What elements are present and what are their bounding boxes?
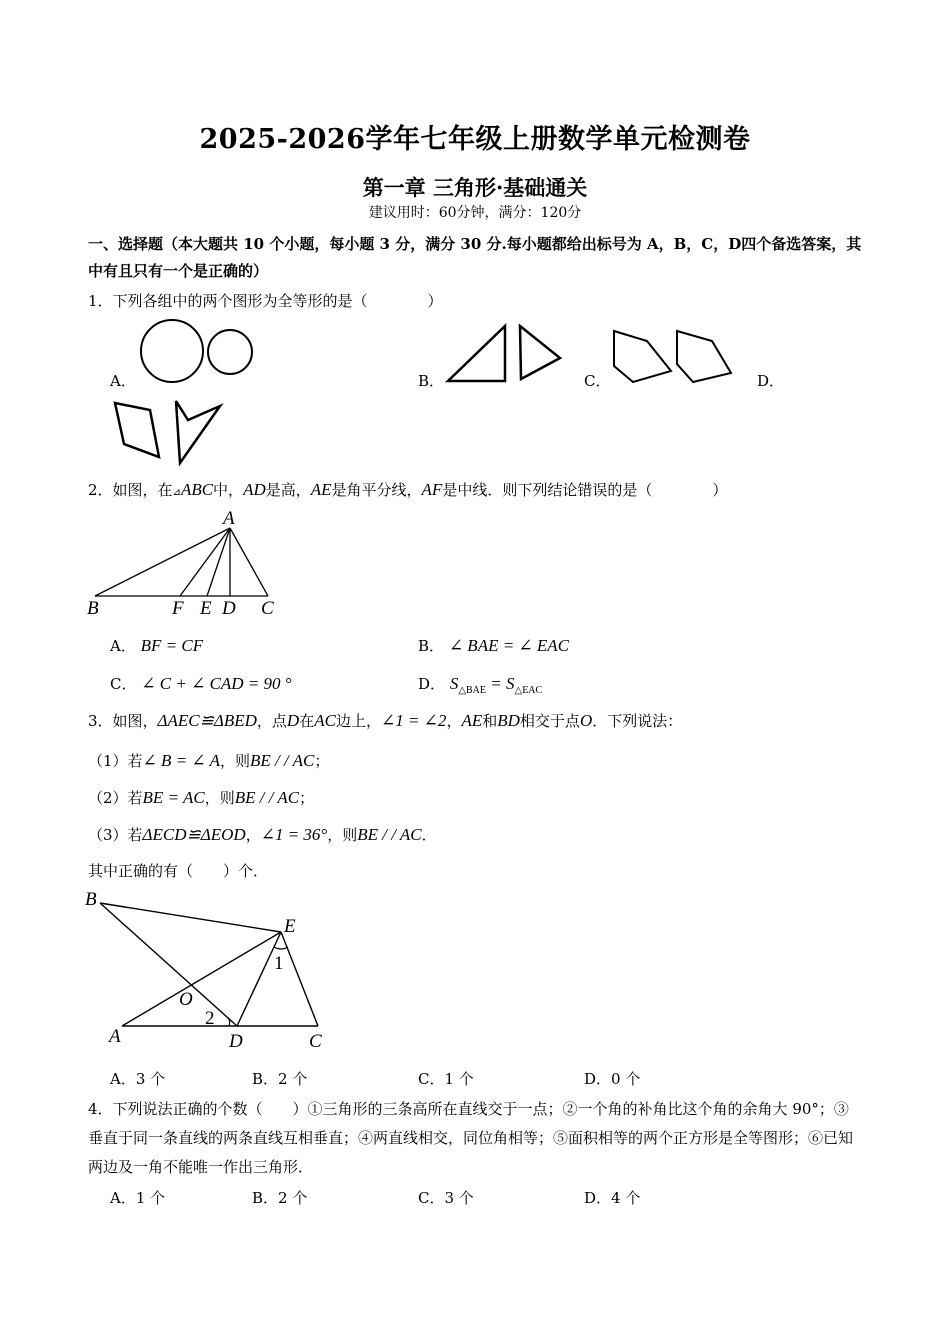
- q2-option-a: [110, 635, 203, 656]
- q4-option-c: C．3 个: [418, 1189, 474, 1207]
- q1-option-c-label: C．: [584, 372, 611, 390]
- q3-stem-o: O: [579, 711, 593, 730]
- q2-stem-mid: 中，: [213, 481, 244, 499]
- q3-s3-d: ．: [421, 826, 437, 844]
- q2-af: AF: [421, 480, 443, 499]
- q2-option-d-label: D．: [418, 675, 446, 693]
- q3-stem-bd: BD: [497, 711, 520, 730]
- q3-statement-2: [88, 787, 314, 808]
- q2-option-d-eq: = S: [486, 674, 515, 693]
- q3-stem-ae: AE: [461, 711, 483, 730]
- q3-stem-ac: AC: [314, 711, 336, 730]
- q3-s2-a: （2）若: [88, 789, 143, 807]
- q2-option-c-label: C．: [110, 675, 137, 693]
- q2-stem-t1: 是高，: [265, 481, 311, 499]
- q2-option-a-label: A．: [110, 637, 136, 655]
- q3-label-b: B: [85, 889, 97, 910]
- q4-option-b: B．2 个: [252, 1189, 308, 1207]
- q2-label-a: A: [223, 508, 235, 529]
- q2-ae: AE: [310, 480, 332, 499]
- q3-label-c: C: [309, 1031, 322, 1052]
- q2-label-c: C: [261, 598, 274, 619]
- q2-label-e: E: [200, 598, 212, 619]
- q1-d-quad-2: [176, 401, 220, 463]
- q1-option-a-label: A．: [110, 372, 136, 390]
- q3-stem-a: 3．如图，: [88, 712, 158, 730]
- q3-option-b: B．2 个: [252, 1070, 308, 1088]
- q2-label-d: D: [222, 598, 236, 619]
- q3-s1-a: （1）若: [88, 752, 143, 770]
- q3-line-ed: [237, 932, 281, 1026]
- q2-option-d-sub1: △BAE: [458, 685, 487, 696]
- q2-option-b: [418, 635, 569, 656]
- q3-s2-c: ；: [299, 789, 315, 807]
- q3-stem-d-text: 边上，: [335, 712, 381, 730]
- q3-option-c: C．1 个: [418, 1070, 474, 1088]
- q3-stem-h: ．下列说法：: [592, 712, 683, 730]
- q3-s3-c: ，则: [327, 826, 358, 844]
- q3-stem-b: ，点: [256, 712, 287, 730]
- q3-line-ec: [281, 932, 318, 1026]
- q1-stem: 1．下列各组中的两个图形为全等形的是（ ）: [88, 292, 443, 310]
- q2-option-c: [110, 673, 292, 694]
- q3-label-angle-1: 1: [274, 953, 284, 974]
- q3-stem-congruence: ΔAEC≌ΔBED: [157, 711, 257, 730]
- q4-stem: 4．下列说法正确的个数（ ）①三角形的三条高所在直线交于一点；②一个角的补角比这个角的余角大 90°；③垂直于同一条直线的两条直线互相垂直；④两直线相交，同位角相等；⑤面积相等的两个正方形是全等图形；⑥已知两边及一角不能唯一作出三角形．: [88, 1100, 854, 1176]
- q3-s2-concl: BE / / AC: [234, 788, 300, 807]
- q2-stem-t3: 是中线．则下列结论错误的是（ ）: [442, 481, 728, 499]
- q2-stem-num: 2．如图，在: [88, 481, 173, 499]
- q3-label-d: D: [229, 1031, 243, 1052]
- time-info: 建议用时：60分钟，满分：120分: [368, 205, 582, 221]
- q2-triangle-symbol: ⊿: [172, 487, 181, 498]
- q3-stem-e: ，: [446, 712, 462, 730]
- q2-label-b: B: [87, 598, 99, 619]
- q1-c-pentagon-1: [614, 331, 671, 382]
- q1-a-big-circle: [141, 320, 203, 382]
- q2-option-c-text: ∠ C + ∠ CAD = 90 °: [141, 674, 292, 693]
- q1-figure-d: [110, 398, 230, 468]
- q3-stem-d: D: [286, 711, 300, 730]
- q3-stem-c: 在: [299, 712, 315, 730]
- q3-stem-angles: ∠1 = ∠2: [380, 711, 447, 730]
- q3-label-e: E: [284, 916, 296, 937]
- q1-figure-a: [138, 318, 258, 388]
- section-heading: 一、选择题（本大题共 10 个小题，每小题 3 分，满分 30 分.每小题都给出标号为 A，B，C，D四个备选答案，其中有且只有一个是正确的）: [88, 235, 862, 280]
- q3-ask: 其中正确的有（ ）个．: [88, 862, 269, 880]
- q2-option-b-label: B．: [418, 637, 445, 655]
- q1-option-b-label: B．: [418, 372, 445, 390]
- q2-option-d: [418, 673, 542, 696]
- q3-option-a: A．3 个: [110, 1070, 166, 1088]
- q2-side-ab: [95, 528, 230, 596]
- q3-line-ae: [122, 932, 281, 1026]
- q1-a-small-circle: [208, 330, 252, 374]
- q1-option-d-label: D．: [757, 372, 785, 390]
- q3-s1-cond: ∠ B = ∠ A: [142, 751, 220, 770]
- q2-median-af: [180, 528, 230, 596]
- q4-option-d: D．4 个: [584, 1189, 641, 1207]
- q2-side-ac: [230, 528, 268, 596]
- q3-s1-c: ；: [314, 752, 330, 770]
- q3-s3-b: ，: [245, 826, 261, 844]
- q1-c-pentagon-2: [677, 331, 731, 382]
- q2-figure: [85, 505, 285, 620]
- q3-s3-a: （3）若: [88, 826, 143, 844]
- q2-label-f: F: [172, 598, 184, 619]
- q1-figure-b: [445, 322, 570, 387]
- q3-label-angle-2: 2: [205, 1008, 215, 1029]
- q3-s3-cond: ΔECD≌ΔEOD: [142, 825, 246, 844]
- page-title: 2025-2026学年七年级上册数学单元检测卷: [199, 124, 751, 155]
- q2-option-d-s1: S: [449, 674, 459, 693]
- q3-stem: [88, 710, 682, 731]
- q3-s3-concl: BE / / AC: [357, 825, 422, 844]
- q3-s2-cond: BE = AC: [142, 788, 205, 807]
- q3-statement-1: [88, 750, 329, 771]
- q1-b-triangle-1: [448, 326, 505, 381]
- q1-b-triangle-2: [520, 326, 560, 379]
- q3-figure: [85, 885, 335, 1055]
- q2-triangle-name: ABC: [180, 480, 214, 499]
- q3-s3-angle: ∠1 = 36°: [260, 825, 328, 844]
- q2-option-a-text: BF = CF: [140, 636, 204, 655]
- q3-s1-b: ，则: [219, 752, 250, 770]
- q3-option-d: D．0 个: [584, 1070, 641, 1088]
- q3-statement-3: [88, 824, 437, 845]
- q1-figure-c: [610, 328, 740, 386]
- q3-s1-concl: BE / / AC: [249, 751, 315, 770]
- q2-option-b-text: ∠ BAE = ∠ EAC: [448, 636, 570, 655]
- q2-stem: [88, 479, 727, 500]
- q2-ad: AD: [243, 480, 266, 499]
- q3-label-a: A: [109, 1026, 121, 1047]
- q1-d-quad-1: [115, 403, 159, 457]
- q2-stem-t2: 是角平分线，: [331, 481, 422, 499]
- q2-option-d-sub2: △EAC: [514, 685, 543, 696]
- q3-angle-1-arc: [274, 947, 288, 949]
- q3-stem-f: 和: [482, 712, 498, 730]
- q3-stem-g: 相交于点: [519, 712, 580, 730]
- q4-option-a: A．1 个: [110, 1189, 166, 1207]
- q3-label-o: O: [179, 989, 193, 1010]
- chapter-subtitle: 第一章 三角形·基础通关: [362, 175, 588, 200]
- q3-s2-b: ，则: [204, 789, 235, 807]
